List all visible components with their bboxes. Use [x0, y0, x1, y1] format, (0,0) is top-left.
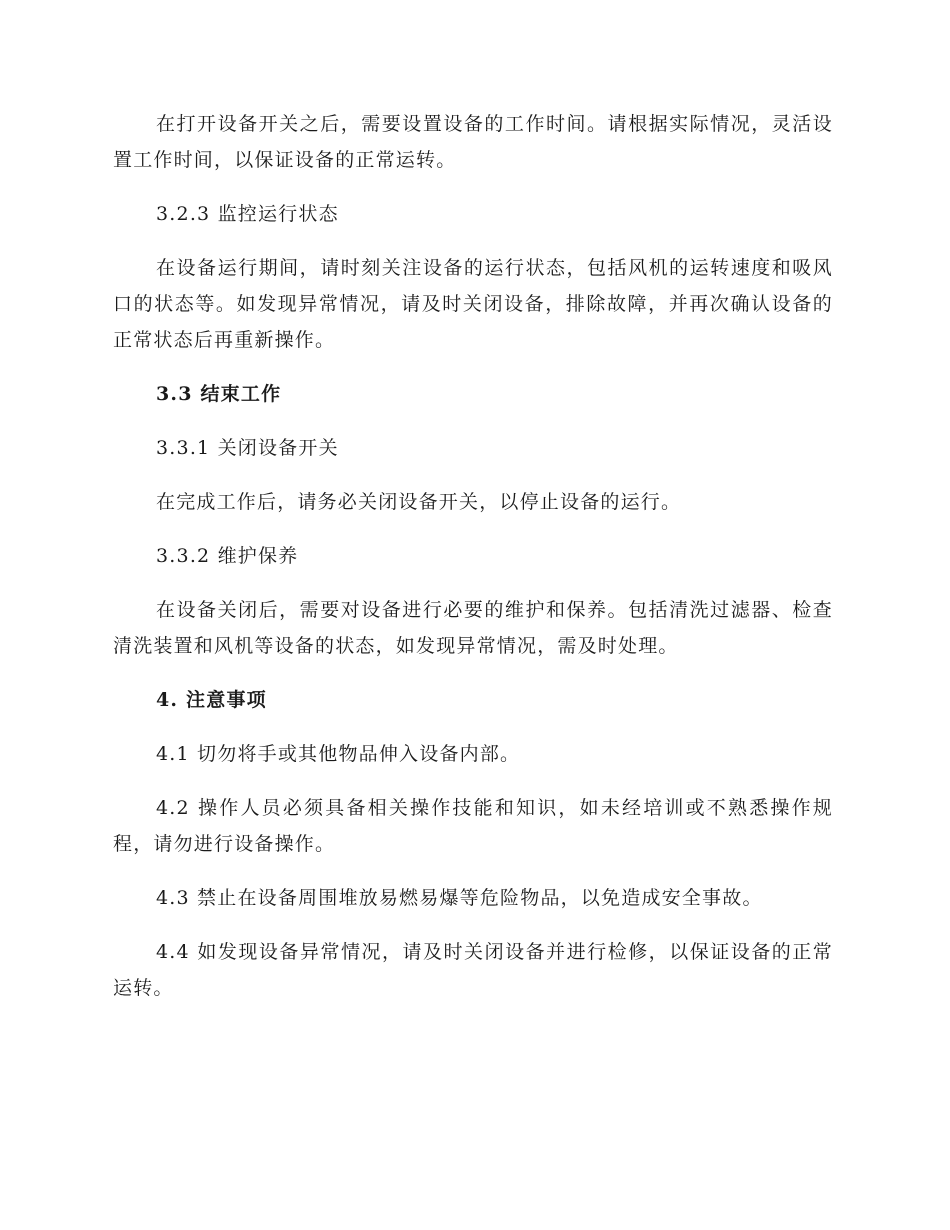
heading-3-3: 3.3 结束工作 [156, 383, 282, 405]
paragraph-note-4-1: 4.1 切勿将手或其他物品伸入设备内部。 [156, 743, 521, 765]
paragraph-set-work-time: 在打开设备开关之后，需要设置设备的工作时间。请根据实际情况，灵活设置工作时间，以保证设备的正常运转。 [113, 113, 833, 171]
paragraph-note-4-3: 4.3 禁止在设备周围堆放易燃易爆等危险物品，以免造成安全事故。 [156, 887, 763, 909]
paragraph-note-4-4: 4.4 如发现设备异常情况，请及时关闭设备并进行检修，以保证设备的正常运转。 [113, 941, 833, 999]
subheading-3-3-2: 3.3.2 维护保养 [156, 545, 299, 567]
heading-4: 4. 注意事项 [156, 689, 267, 711]
paragraph-note-4-2: 4.2 操作人员必须具备相关操作技能和知识，如未经培训或不熟悉操作规程，请勿进行设备操作。 [113, 797, 833, 855]
paragraph-maintenance: 在设备关闭后，需要对设备进行必要的维护和保养。包括清洗过滤器、检查清洗装置和风机等设备的状态，如发现异常情况，需及时处理。 [113, 599, 833, 657]
subheading-3-3-1: 3.3.1 关闭设备开关 [156, 437, 339, 459]
document-body [113, 106, 833, 1024]
subheading-3-2-3: 3.2.3 监控运行状态 [156, 203, 339, 225]
paragraph-close-switch: 在完成工作后，请务必关闭设备开关，以停止设备的运行。 [156, 491, 682, 513]
paragraph-monitor-status: 在设备运行期间，请时刻关注设备的运行状态，包括风机的运转速度和吸风口的状态等。如发现异常情况，请及时关闭设备，排除故障，并再次确认设备的正常状态后再重新操作。 [113, 257, 833, 351]
